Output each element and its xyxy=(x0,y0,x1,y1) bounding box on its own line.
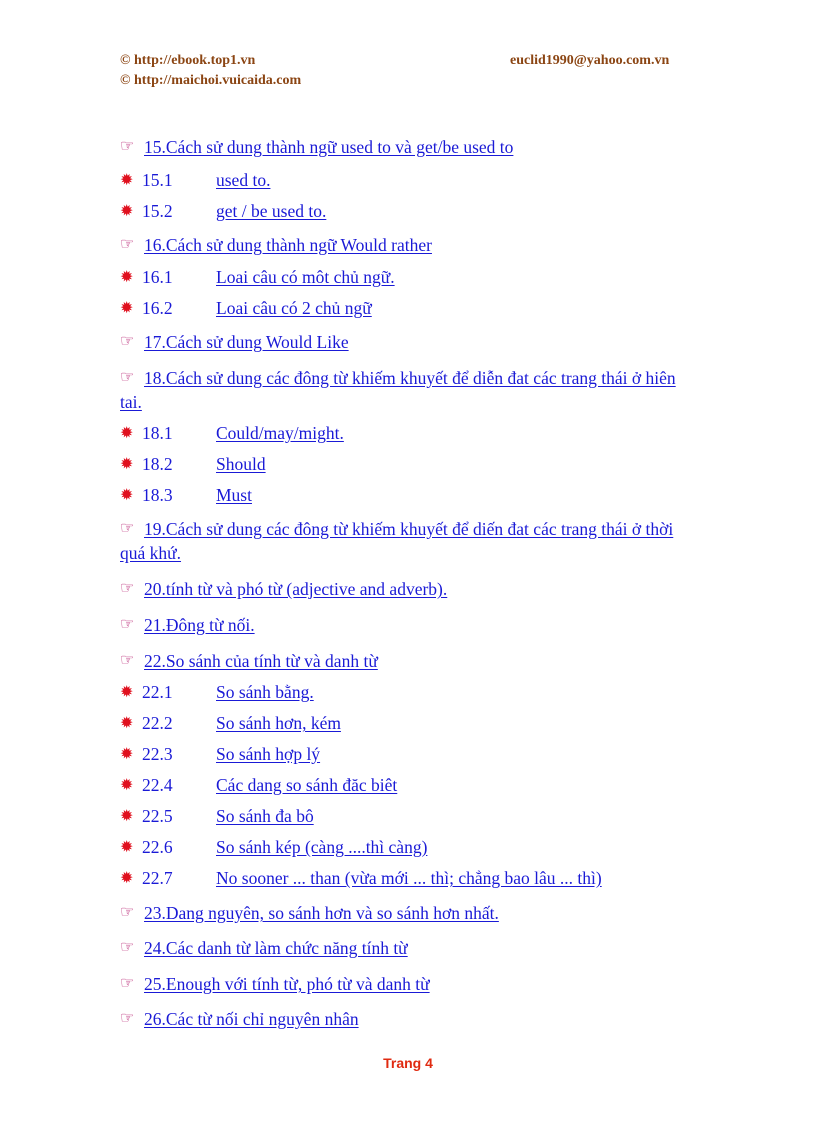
toc-subsection-link[interactable] xyxy=(120,743,690,767)
toc-subsection-link[interactable] xyxy=(120,297,690,321)
toc-subsection-text: So sánh kép (càng ....thì càng) xyxy=(216,837,428,857)
toc-section-link[interactable] xyxy=(120,578,690,602)
toc-subsection-text: So sánh bằng. xyxy=(216,682,314,702)
pointing-hand-icon: ☞ xyxy=(120,652,135,669)
toc-section-text: 15.Cách sử dung thành ngữ used to và get/be used to xyxy=(144,137,514,157)
toc-subsection-link[interactable] xyxy=(120,266,690,290)
toc-subsection-link[interactable] xyxy=(120,867,690,891)
toc-link[interactable] xyxy=(142,775,397,795)
toc-link[interactable] xyxy=(120,974,430,994)
toc-link[interactable] xyxy=(120,938,408,958)
toc-link[interactable] xyxy=(120,519,673,563)
toc-subsection-text: No sooner ... than (vừa mới ... thì; chẳng bao lâu ... thì) xyxy=(216,868,602,888)
toc-section-link[interactable] xyxy=(120,367,690,413)
toc-subsection-number: 18.3 xyxy=(142,485,173,505)
toc-section-link[interactable] xyxy=(120,650,690,674)
toc-section-text: 18.Cách sử dung các đông từ khiếm khuyết để diễn đat các trang thái ở hiên tai. xyxy=(120,368,676,412)
toc-subsection-text: Loai câu có môt chủ ngữ. xyxy=(216,267,395,287)
toc-section-link[interactable] xyxy=(120,973,690,997)
toc-section-link[interactable] xyxy=(120,937,690,961)
toc-link[interactable] xyxy=(142,170,270,190)
toc-subsection-link[interactable] xyxy=(120,200,690,224)
sun-bullet-icon: ✹ xyxy=(120,715,134,732)
toc-section-link[interactable] xyxy=(120,614,690,638)
toc-link[interactable] xyxy=(142,682,314,702)
toc-subsection-text: Must xyxy=(216,485,252,505)
toc-link[interactable] xyxy=(142,744,320,764)
header-website-2[interactable]: © http://maichoi.vuicaida.com xyxy=(120,73,302,88)
pointing-hand-icon: ☞ xyxy=(120,1010,135,1027)
toc-section-text: 26.Các từ nối chỉ nguyên nhân xyxy=(144,1009,359,1029)
toc-subsection-text: Các dang so sánh đăc biêt xyxy=(216,775,398,795)
toc-link[interactable] xyxy=(142,267,395,287)
toc-subsection-number: 22.6 xyxy=(142,837,173,857)
sun-bullet-icon: ✹ xyxy=(120,172,134,189)
toc-subsection-number: 22.3 xyxy=(142,744,173,764)
toc-subsection-number: 22.5 xyxy=(142,806,173,826)
toc-section-link[interactable] xyxy=(120,234,690,258)
toc-subsection-text: used to. xyxy=(216,170,271,190)
toc-section-text: 21.Đông từ nối. xyxy=(144,615,255,635)
toc-subsection-link[interactable] xyxy=(120,453,690,477)
toc-section-text: 20.tính từ và phó từ (adjective and adverb). xyxy=(144,579,448,599)
toc-section-text: 19.Cách sử dung các đông từ khiếm khuyết để diến đat các trang thái ở thời quá khứ. xyxy=(120,519,674,563)
toc-link[interactable] xyxy=(120,235,432,255)
toc-subsection-text: Should xyxy=(216,454,266,474)
toc-link[interactable] xyxy=(142,868,602,888)
toc-link[interactable] xyxy=(120,1009,359,1029)
toc-subsection-link[interactable] xyxy=(120,169,690,193)
toc-subsection-link[interactable] xyxy=(120,681,690,705)
toc-subsection-number: 22.2 xyxy=(142,713,173,733)
page-number: Trang 4 xyxy=(383,1055,433,1071)
toc-subsection-text: get / be used to. xyxy=(216,201,327,221)
toc-link[interactable] xyxy=(142,837,427,857)
toc-link[interactable] xyxy=(120,368,676,412)
toc-link[interactable] xyxy=(142,298,372,318)
toc-subsection-number: 18.1 xyxy=(142,423,173,443)
pointing-hand-icon: ☞ xyxy=(120,236,135,253)
toc-subsection-number: 16.1 xyxy=(142,267,173,287)
sun-bullet-icon: ✹ xyxy=(120,487,134,504)
sun-bullet-icon: ✹ xyxy=(120,203,134,220)
toc-link[interactable] xyxy=(142,806,314,826)
toc-link[interactable] xyxy=(142,454,266,474)
toc-section-text: 22.So sánh của tính từ và danh từ xyxy=(144,651,378,671)
pointing-hand-icon: ☞ xyxy=(120,520,135,537)
toc-link[interactable] xyxy=(142,713,341,733)
toc-subsection-number: 18.2 xyxy=(142,454,173,474)
toc-subsection-link[interactable] xyxy=(120,484,690,508)
toc-section-text: 23.Dang nguyên, so sánh hơn và so sánh hơn nhất. xyxy=(144,903,499,923)
toc-subsection-text: So sánh đa bô xyxy=(216,806,314,826)
toc-section-link[interactable] xyxy=(120,1008,690,1032)
toc-subsection-link[interactable] xyxy=(120,836,690,860)
sun-bullet-icon: ✹ xyxy=(120,300,134,317)
header-website-1[interactable]: © http://ebook.top1.vn xyxy=(120,53,256,68)
toc-section-text: 17.Cách sử dung Would Like xyxy=(144,332,349,352)
pointing-hand-icon: ☞ xyxy=(120,138,135,155)
toc-link[interactable] xyxy=(120,615,255,635)
toc-subsection-number: 15.2 xyxy=(142,201,173,221)
toc-link[interactable] xyxy=(142,423,344,443)
pointing-hand-icon: ☞ xyxy=(120,580,135,597)
toc-subsection-link[interactable] xyxy=(120,805,690,829)
toc-section-link[interactable] xyxy=(120,136,690,160)
toc-section-text: 24.Các danh từ làm chức năng tính từ xyxy=(144,938,408,958)
sun-bullet-icon: ✹ xyxy=(120,777,134,794)
sun-bullet-icon: ✹ xyxy=(120,425,134,442)
pointing-hand-icon: ☞ xyxy=(120,333,135,350)
toc-subsection-number: 22.1 xyxy=(142,682,173,702)
sun-bullet-icon: ✹ xyxy=(120,456,134,473)
pointing-hand-icon: ☞ xyxy=(120,975,135,992)
toc-subsection-number: 15.1 xyxy=(142,170,173,190)
toc-subsection-link[interactable] xyxy=(120,422,690,446)
toc-subsection-text: So sánh hơn, kém xyxy=(216,713,341,733)
pointing-hand-icon: ☞ xyxy=(120,904,135,921)
pointing-hand-icon: ☞ xyxy=(120,616,135,633)
sun-bullet-icon: ✹ xyxy=(120,870,134,887)
toc-subsection-number: 22.7 xyxy=(142,868,173,888)
toc-subsection-number: 22.4 xyxy=(142,775,173,795)
sun-bullet-icon: ✹ xyxy=(120,839,134,856)
sun-bullet-icon: ✹ xyxy=(120,746,134,763)
sun-bullet-icon: ✹ xyxy=(120,684,134,701)
toc-link[interactable] xyxy=(120,903,499,923)
toc-subsection-text: Could/may/might. xyxy=(216,423,344,443)
toc-section-link[interactable] xyxy=(120,331,690,355)
toc-subsection-text: Loai câu có 2 chủ ngữ xyxy=(216,298,372,318)
toc-section-text: 25.Enough với tính từ, phó từ và danh từ xyxy=(144,974,430,994)
sun-bullet-icon: ✹ xyxy=(120,269,134,286)
pointing-hand-icon: ☞ xyxy=(120,369,135,386)
toc-link[interactable] xyxy=(142,201,326,221)
toc-link[interactable] xyxy=(120,651,378,671)
toc-subsection-text: So sánh hợp lý xyxy=(216,744,321,764)
toc-subsection-number: 16.2 xyxy=(142,298,173,318)
toc-subsection-link[interactable] xyxy=(120,774,690,798)
toc-link[interactable] xyxy=(120,137,513,157)
toc-section-link[interactable] xyxy=(120,518,690,564)
pointing-hand-icon: ☞ xyxy=(120,939,135,956)
toc-section-text: 16.Cách sử dung thành ngữ Would rather xyxy=(144,235,432,255)
toc-subsection-link[interactable] xyxy=(120,712,690,736)
header-email[interactable]: euclid1990@yahoo.com.vn xyxy=(510,53,670,68)
toc-link[interactable] xyxy=(120,579,447,599)
sun-bullet-icon: ✹ xyxy=(120,808,134,825)
toc-link[interactable] xyxy=(120,332,349,352)
toc-section-link[interactable] xyxy=(120,902,690,926)
toc-link[interactable] xyxy=(142,485,252,505)
